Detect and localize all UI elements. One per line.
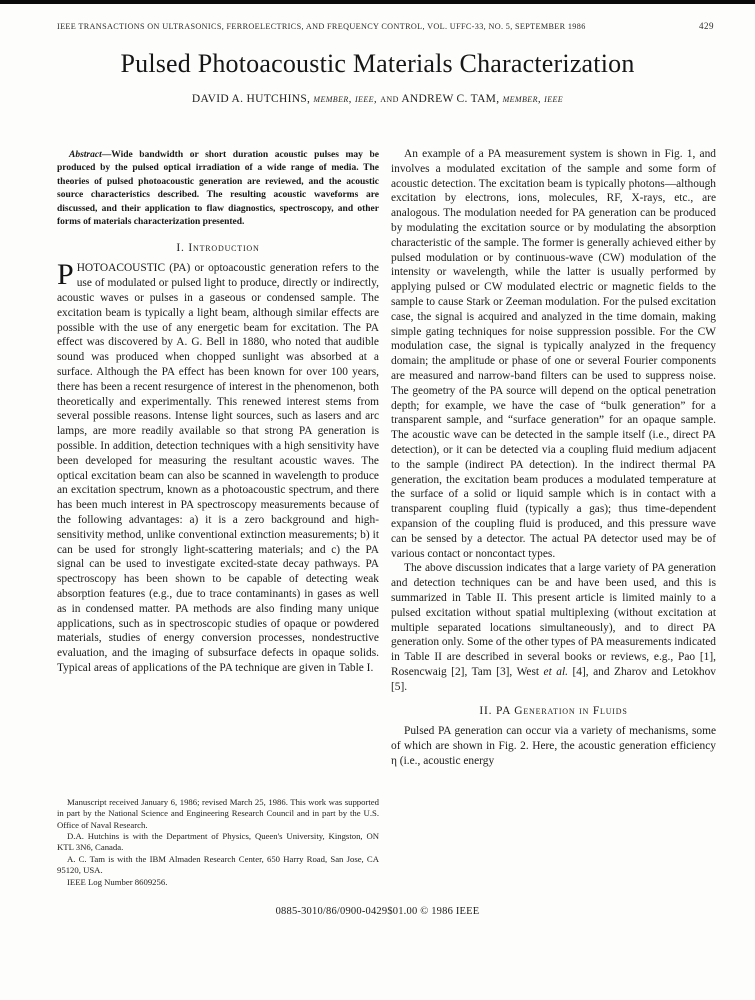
footnote-manuscript: Manuscript received January 6, 1986; revised March 25, 1986. This work was supported in part by the National Science and Engineering Research Council and in part by the U.S. Office of Naval Research. <box>57 796 379 830</box>
page-number: 429 <box>699 21 714 31</box>
body-paragraph-summary <box>391 561 716 694</box>
body-paragraph-summary-text-a: The above discussion indicates that a large variety of PA generation and detection techniques can be and have been used, and this is summarized in Table II. This present article is limited mainly to a pulsed excitation without spatial multiplexing (without excitation at multiple separated locations simultaneously), and to direct PA generation only. Some of the other types of PA measurements indicated in Table II are described in several books or reviews, e.g., Pao [1], Rosencwaig [2], Tam [3], West <box>391 562 716 678</box>
drop-cap: P <box>57 258 74 292</box>
footnote-log-number: IEEE Log Number 8609256. <box>67 876 168 887</box>
footnote-affiliation-tam: A. C. Tam is with the IBM Almaden Research Center, 650 Harry Road, San Jose, CA 95120, USA. <box>57 853 379 876</box>
abstract <box>57 149 379 229</box>
journal-line: IEEE TRANSACTIONS ON ULTRASONICS, FERROELECTRICS, AND FREQUENCY CONTROL, VOL. UFFC-33, NO. 5, SEPTEMBER 1986 <box>57 22 586 31</box>
paper-title: Pulsed Photoacoustic Materials Characterization <box>120 49 635 78</box>
membership-label-1: member, ieee, <box>313 93 378 105</box>
right-column <box>391 147 716 904</box>
et-al-italic: et al. <box>543 665 568 678</box>
two-column-body <box>57 147 755 904</box>
footnote-affiliation-hutchins: D.A. Hutchins is with the Department of Physics, Queen's University, Kingston, ON KTL 3N6, Canada. <box>57 830 379 853</box>
running-head <box>57 21 714 31</box>
abstract-label: Abstract— <box>69 150 112 160</box>
section-heading-introduction: I. Introduction <box>176 242 260 255</box>
body-paragraph-summary-text-b: [4], and Zharov and Letokhov [5]. <box>391 665 716 693</box>
body-paragraph-measurement-system: An example of a PA measurement system is shown in Fig. 1, and involves a modulated excitation of the sample and some form of acoustic detection. The excitation beam is typically photons—although excitation by electrons, ions, molecules, RF, X-rays, etc., are analogous. The modulation needed for PA generation can be produced by modulating the excitation source or by modulating the absorption characteristic of the sample. The former is generally achieved either by pulsed modulation or by continuous-wave (CW) modulation of the intensity or wavelength, while the latter is usually performed by applying pulsed or CW modulated electric or magnetic fields to the sample to cause Stark or Zeeman modulation. For the pulsed excitation case, the signal is acquired and analyzed in the time domain, making simple gating techniques for noise suppression possible. For the CW modulation case, the signal is typically analyzed in the frequency domain; the amplitude or phase of one or several Fourier components are measured and narrow-band filters can be used to suppress noise. The geometry of the PA source will depend on the optical penetration depth; for example, we have the case of “bulk generation” for a transparent sample, and “surface generation” for an opaque sample. The acoustic wave can be detected in the sample itself (i.e., direct PA detection), or it can be detected via a coupling fluid medium adjacent to the sample (indirect PA detection). In the indirect thermal PA generation, the excitation beam produces a modulated temperature at the surface of a solid or liquid sample which is in contact with a transparent coupling fluid (typically a gas); thus time-dependent expansion of the coupling fluid is produced, and this pressure wave can be sensed by a detector. The actual PA detector used may be of various contact or noncontact types. <box>391 148 716 560</box>
intro-paragraph <box>57 258 379 675</box>
left-column <box>57 147 379 904</box>
copyright-line: 0885-3010/86/0900-0429$01.00 © 1986 IEEE <box>275 906 480 917</box>
scan-edge-bar <box>0 0 755 4</box>
author-name-2: ANDREW C. TAM, <box>401 93 500 105</box>
intro-paragraph-text: HOTOACOUSTIC (PA) or optoacoustic generation refers to the use of modulated or pulsed light to produce, directly or indirectly, acoustic waves or pulses in a gaseous or condensed sample. The excitation beam is typically a light beam, although similar effects are possible with the use of any energetic beam for excitation. The PA effect was discovered by A. G. Bell in 1880, who noted that audible sound was produced when chopped sunlight was absorbed at a surface. Although the PA effect has been known for over 100 years, there has been a recent resurgence of interest in the phenomenon, both theoretically and experimentally. This renewed interest stems from several possible reasons. Intense light sources, such as lasers and arc lamps, are more readily available so that strong PA generation is possible. In addition, detection techniques with a high sensitivity have been developed for measuring the resultant acoustic waves. The optical excitation beam can also be scanned in wavelength to produce an excitation spectrum, known as a photoacoustic spectrum, and there has been much interest in PA spectroscopy measurements because of the following advantages: a) it is a zero background and high-sensitivity method, unlike conventional extinction measurements; b) it can be used for strongly light-scattering materials; and c) the PA signal can be used to investigate excited-state decay pathways. PA spectroscopy has been shown to be capable of detecting weak absorption features (e.g., due to trace contaminants) in gases as well as in condensed matter. PA methods are also finding many unique applications, such as in spectroscopic studies of opaque or powdered materials, studies of energy conversion processes, nondestructive evaluation, and the imaging of subsurface defects in opaque solids. Typical areas of applications of the PA technique are given in Table I. <box>57 262 379 674</box>
footnotes <box>57 797 379 904</box>
author-name-1: DAVID A. HUTCHINS, <box>191 93 311 105</box>
body-paragraph-pulsed-generation: Pulsed PA generation can occur via a variety of mechanisms, some of which are shown in Fig. 2. Here, the acoustic generation efficiency η (i.e., acoustic energy <box>391 725 716 768</box>
section-heading-pa-generation-in-fluids: II. PA Generation in Fluids <box>479 705 628 718</box>
byline-conjunction: and <box>380 93 399 105</box>
abstract-text: Wide bandwidth or short duration acoustic pulses may be produced by the pulsed optical irradiation of a wide range of media. The theories of pulsed photoacoustic generation are reviewed, and the acoustic source characteristics described. The resulting acoustic waveforms are discussed, and their application to flaw diagnostics, spectroscopy, and other forms of materials characterization presented. <box>57 150 379 228</box>
membership-label-2: member, ieee <box>502 93 564 105</box>
byline <box>0 93 755 105</box>
